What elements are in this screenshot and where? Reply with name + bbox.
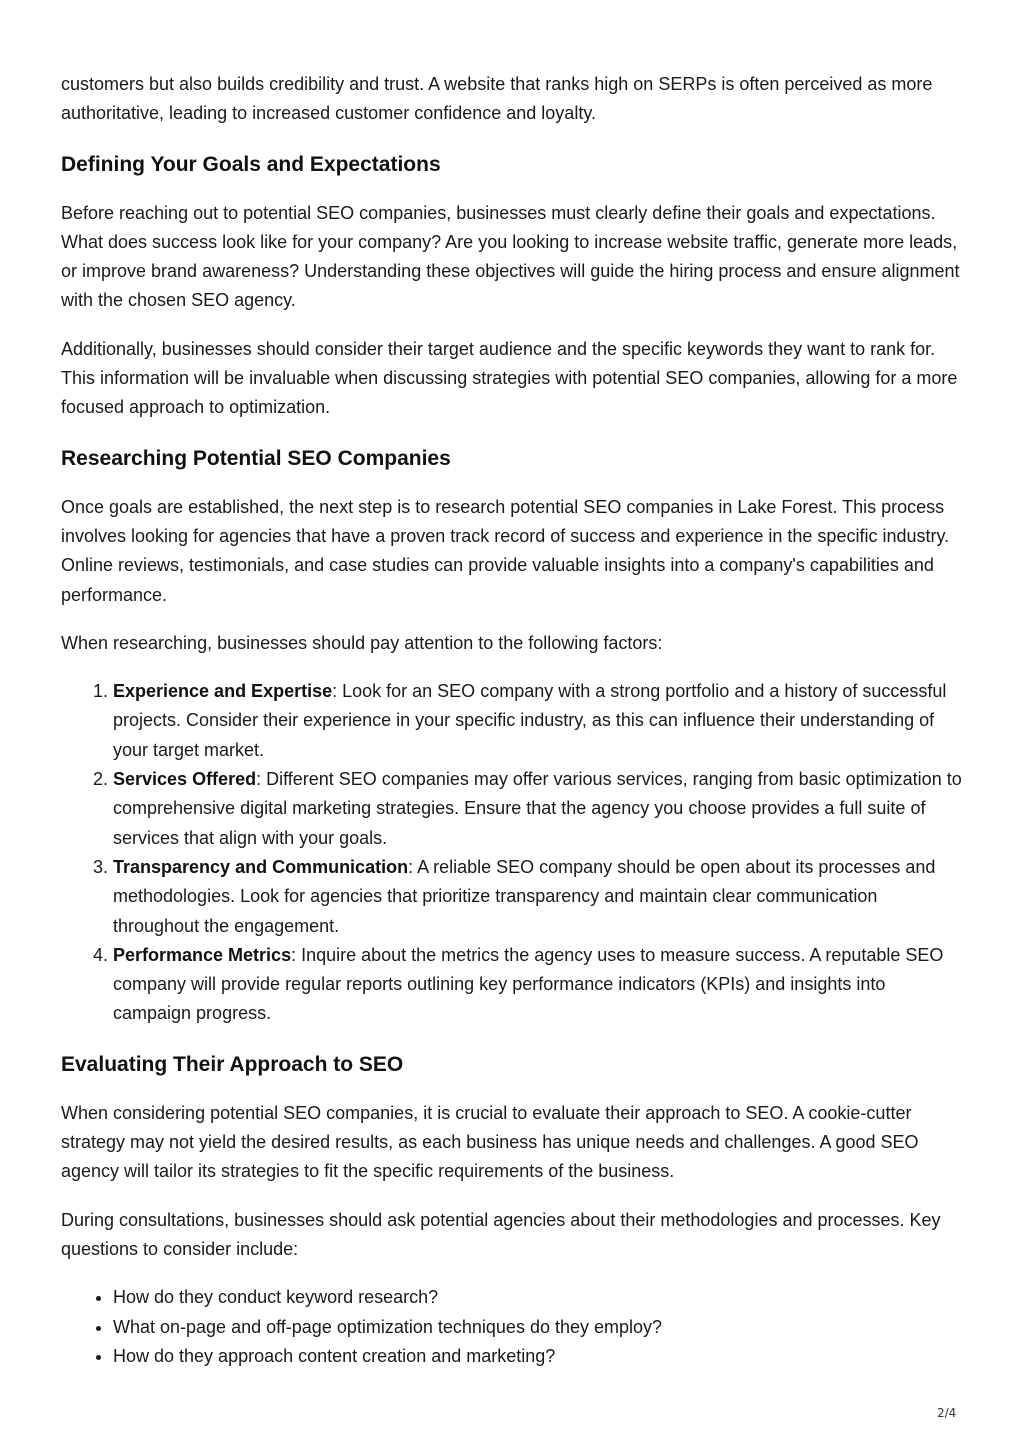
- factors-list: [61, 677, 966, 1029]
- factor-text: : Inquire about the metrics the agency uses to measure success. A reputable SEO company will provide regular reports outlining key performance indicators (KPIs) and insights into campaign progress.: [113, 944, 944, 1024]
- list-item: [113, 941, 966, 1029]
- heading-researching-companies: Researching Potential SEO Companies: [61, 446, 451, 470]
- factor-text: : A reliable SEO company should be open about its processes and methodologies. Look for agencies that prioritize transparency and maintain clear communication throughout the engagement.: [113, 856, 936, 936]
- list-item: [113, 853, 966, 941]
- paragraph-goals-2: Additionally, businesses should consider their target audience and the specific keywords they want to rank for. This information will be invaluable when discussing strategies with potential SEO companies, allowing for a more focused approach to optimization.: [61, 338, 958, 418]
- list-item: • What on-page and off-page optimization techniques do they employ?: [113, 1313, 966, 1342]
- paragraph-approach-1: When considering potential SEO companies, it is crucial to evaluate their approach to SEO. A cookie-cutter strategy may not yield the desired results, as each business has unique needs and challenges. A good SEO agency will tailor its strategies to fit the specific requirements of the business.: [61, 1102, 919, 1182]
- paragraph-approach-2: During consultations, businesses should ask potential agencies about their methodologies and processes. Key questions to consider include:: [61, 1209, 941, 1259]
- list-item: • How do they conduct keyword research?: [113, 1283, 966, 1312]
- intro-paragraph: customers but also builds credibility and trust. A website that ranks high on SERPs is often perceived as more authoritative, leading to increased customer confidence and loyalty.: [61, 74, 933, 124]
- factor-text: : Look for an SEO company with a strong portfolio and a history of successful projects. Consider their experience in your specific industry, as this can influence their understanding of your target market.: [113, 681, 947, 760]
- paragraph-goals-1: Before reaching out to potential SEO companies, businesses must clearly define their goals and expectations. What does success look like for your company? Are you looking to increase website traffic, generate more leads, or improve brand awareness? Understanding these objectives will guide the hiring process and ensure alignment with the chosen SEO agency.: [61, 202, 960, 311]
- heading-evaluating-approach: Evaluating Their Approach to SEO: [61, 1052, 404, 1076]
- factor-term: Transparency and Communication: [113, 856, 409, 877]
- heading-defining-goals: Defining Your Goals and Expectations: [61, 152, 441, 176]
- factor-text: : Different SEO companies may offer various services, ranging from basic optimization to comprehensive digital marketing strategies. Ensure that the agency you choose provides a full suite of services that align with your goals.: [113, 769, 962, 848]
- page-number: 2/4: [937, 1406, 957, 1420]
- factor-term: Performance Metrics: [113, 944, 292, 965]
- list-item: [113, 765, 966, 853]
- paragraph-research-2: When researching, businesses should pay attention to the following factors:: [61, 632, 663, 653]
- factor-term: Services Offered: [113, 769, 257, 790]
- questions-list: [61, 1283, 966, 1371]
- list-item: • How do they approach content creation and marketing?: [113, 1342, 966, 1371]
- list-item: [113, 677, 966, 765]
- document-page: [61, 70, 966, 1371]
- paragraph-research-1: Once goals are established, the next step is to research potential SEO companies in Lake Forest. This process involves looking for agencies that have a proven track record of success and experience in the specific industry. Online reviews, testimonials, and case studies can provide valuable insights into a company's capabilities and performance.: [61, 496, 950, 605]
- factor-term: Experience and Expertise: [113, 681, 333, 702]
